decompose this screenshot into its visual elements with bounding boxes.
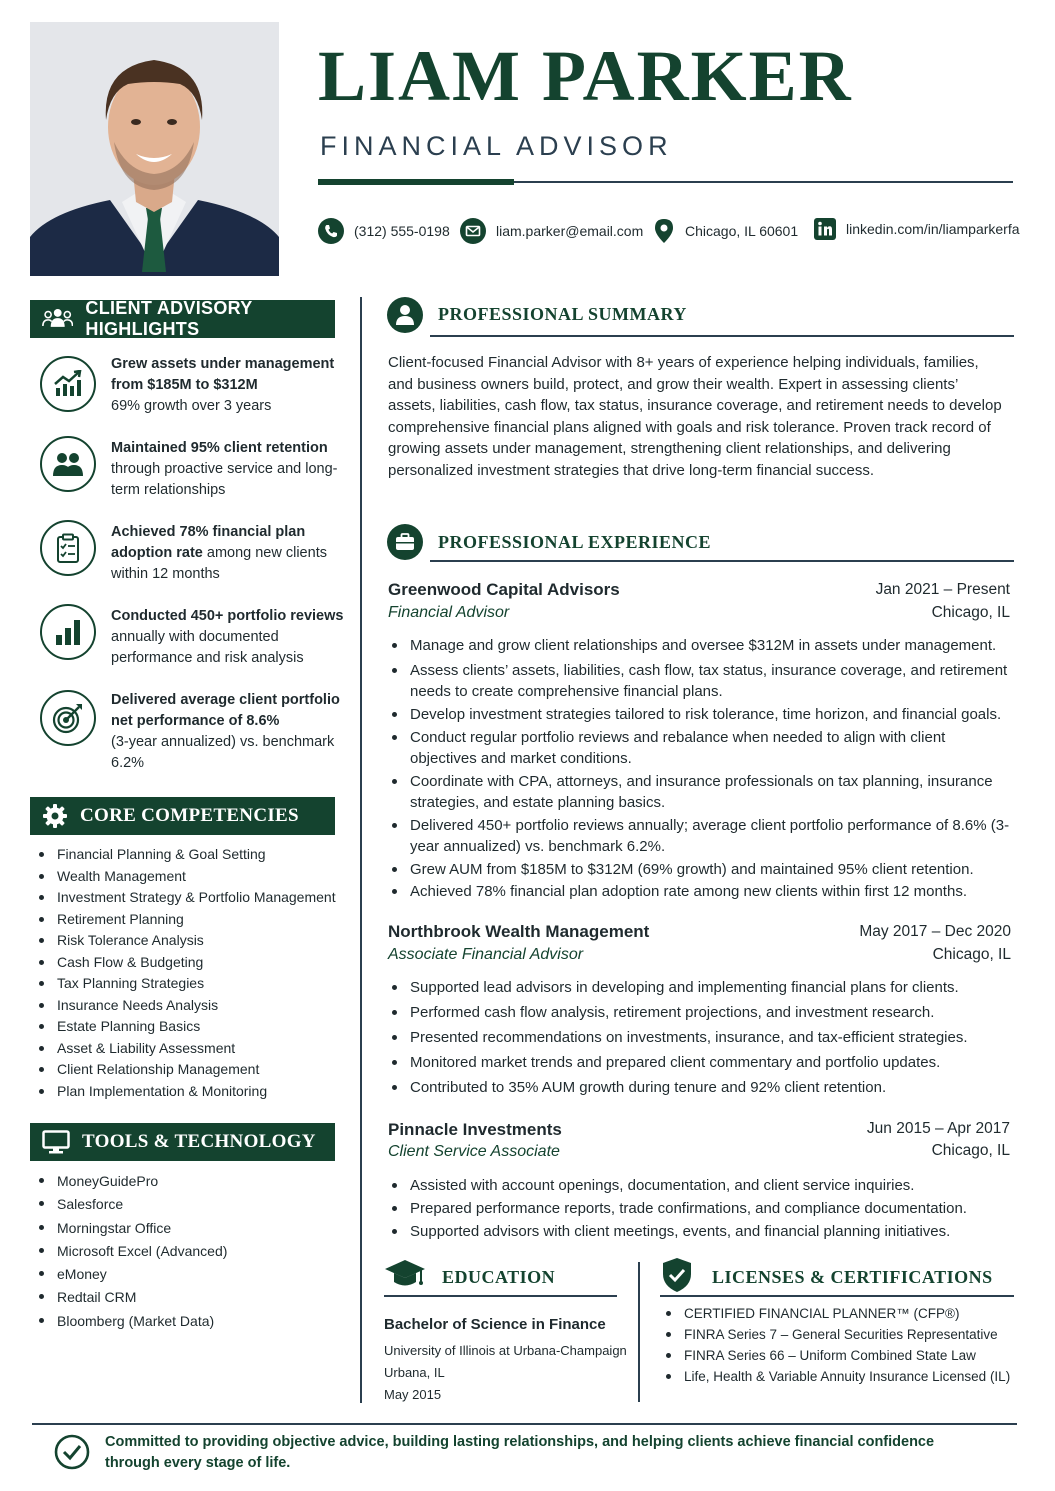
licenses-list	[663, 1303, 1013, 1387]
list-item: Contributed to 35% AUM growth during tenure and 92% client retention.	[388, 1077, 1013, 1098]
job-bullets	[388, 1175, 1013, 1242]
list-item: MoneyGuidePro	[30, 1170, 350, 1193]
list-item: Redtail CRM	[30, 1286, 350, 1309]
list-item: Asset & Liability Assessment	[30, 1038, 350, 1060]
highlight-item: Maintained 95% client retention through proactive service and long-term relationships	[111, 440, 338, 498]
list-item: eMoney	[30, 1263, 350, 1286]
list-item: Coordinate with CPA, attorneys, and insurance professionals on tax planning, insurance strategies, and estate planning basics.	[388, 771, 1013, 813]
list-item: Monitored market trends and prepared client commentary and portfolio updates.	[388, 1052, 1013, 1073]
list-item: Microsoft Excel (Advanced)	[30, 1240, 350, 1263]
profile-portrait-image	[30, 22, 279, 276]
list-item: Supported advisors with client meetings, events, and financial planning initiatives.	[388, 1221, 1013, 1242]
list-item: Supported lead advisors in developing and implementing financial plans for clients.	[388, 977, 1013, 998]
contact-linkedin[interactable]	[814, 218, 1020, 240]
job-dates: Jan 2021 – Present	[875, 581, 1010, 598]
list-item: Assisted with account openings, documentation, and client service inquiries.	[388, 1175, 1013, 1196]
education-school: University of Illinois at Urbana-Champaign	[384, 1343, 627, 1358]
list-item: FINRA Series 7 – General Securities Representative	[663, 1324, 1013, 1345]
list-item: Conduct regular portfolio reviews and rebalance when needed to align with client objectives and market conditions.	[388, 727, 1013, 769]
person-icon	[387, 297, 423, 333]
phone-icon	[318, 218, 344, 244]
highlights-heading-text: CLIENT ADVISORY HIGHLIGHTS	[85, 298, 253, 339]
email-text: liam.parker@email.com	[496, 223, 644, 239]
section-divider	[430, 335, 1014, 337]
job-role: Associate Financial Advisor	[388, 946, 584, 963]
list-item: Bloomberg (Market Data)	[30, 1310, 350, 1333]
list-item: Client Relationship Management	[30, 1059, 350, 1081]
list-item: CERTIFIED FINANCIAL PLANNER™ (CFP®)	[663, 1303, 1013, 1324]
candidate-name: LIAM PARKER	[318, 36, 853, 116]
job-company: Pinnacle Investments	[388, 1120, 562, 1139]
growth-chart-icon	[40, 356, 96, 412]
list-item: Assess clients’ assets, liabilities, cash flow, tax status, insurance coverage, and retirement needs to create comprehensive financial plans.	[388, 660, 1013, 702]
phone-text: (312) 555-0198	[354, 223, 450, 239]
highlight-item: Conducted 450+ portfolio reviews annually with documented performance and risk analysis	[111, 608, 344, 666]
list-item: Risk Tolerance Analysis	[30, 930, 350, 952]
job-bullets	[388, 635, 1013, 902]
education-licenses-divider	[638, 1262, 640, 1402]
highlight-item: Achieved 78% financial plan adoption rate among new clients within 12 months	[111, 524, 327, 582]
list-item: Insurance Needs Analysis	[30, 995, 350, 1017]
list-item: FINRA Series 66 – Uniform Combined State Law	[663, 1345, 1013, 1366]
list-item: Wealth Management	[30, 866, 350, 888]
email-icon	[460, 218, 486, 244]
competencies-list	[30, 844, 350, 1102]
shield-check-icon	[661, 1257, 693, 1293]
list-item: Life, Health & Variable Annuity Insurance Licensed (IL)	[663, 1366, 1013, 1387]
linkedin-icon	[814, 218, 836, 240]
clipboard-icon	[40, 520, 96, 576]
section-divider	[430, 560, 1014, 562]
section-divider	[660, 1295, 1014, 1297]
highlights-heading	[30, 300, 335, 338]
list-item: Estate Planning Basics	[30, 1016, 350, 1038]
location-icon	[653, 218, 675, 244]
section-divider	[384, 1295, 617, 1297]
list-item: Investment Strategy & Portfolio Management	[30, 887, 350, 909]
list-item: Cash Flow & Budgeting	[30, 952, 350, 974]
highlight-item: Delivered average client portfolio net performance of 8.6% (3-year annualized) vs. benchmark 6.2%	[111, 692, 340, 771]
list-item: Plan Implementation & Monitoring	[30, 1081, 350, 1103]
bar-chart-icon	[40, 604, 96, 660]
job-company: Northbrook Wealth Management	[388, 922, 650, 941]
list-item: Develop investment strategies tailored to risk tolerance, time horizon, and financial goals.	[388, 704, 1013, 725]
summary-heading: PROFESSIONAL SUMMARY	[438, 304, 687, 324]
list-item: Performed cash flow analysis, retirement projections, and investment research.	[388, 1002, 1013, 1023]
briefcase-icon	[387, 524, 423, 560]
job-company: Greenwood Capital Advisors	[388, 580, 620, 599]
job-location: Chicago, IL	[932, 946, 1011, 963]
footer-divider	[32, 1423, 1017, 1425]
education-location: Urbana, IL	[384, 1365, 445, 1380]
list-item: Retirement Planning	[30, 909, 350, 931]
list-item: Grew AUM from $185M to $312M (69% growth) and maintained 95% client retention.	[388, 859, 1013, 880]
contact-email[interactable]	[460, 218, 643, 244]
target-icon	[40, 690, 96, 746]
competencies-heading-text: CORE COMPETENCIES	[80, 805, 299, 826]
gear-icon	[42, 803, 68, 829]
list-item: Manage and grow client relationships and oversee $312M in assets under management.	[388, 635, 1013, 656]
tools-list	[30, 1170, 350, 1333]
summary-text: Client-focused Financial Advisor with 8+ years of experience helping individuals, families, and business owners build, protect, and grow their wealth. Expert in assessing clients’ assets, liabilities, cash flow, tax status, insurance coverage, and retirement needs to develop comprehensive financial plans aligned with goals and risk tolerance. Proven track record of growing assets under management, strengthening client relationships, and delivering personalized investment strategies that drive long-term financial success.	[388, 354, 1002, 479]
list-item: Tax Planning Strategies	[30, 973, 350, 995]
tools-heading	[30, 1123, 335, 1161]
header-divider-accent	[318, 179, 514, 185]
job-role: Financial Advisor	[388, 604, 510, 621]
column-divider	[360, 297, 362, 1403]
list-item: Financial Planning & Goal Setting	[30, 844, 350, 866]
contact-location	[653, 218, 798, 244]
job-dates: Jun 2015 – Apr 2017	[866, 1120, 1010, 1137]
profile-photo	[30, 22, 279, 276]
education-date: May 2015	[384, 1387, 442, 1402]
location-text: Chicago, IL 60601	[685, 223, 799, 239]
education-degree: Bachelor of Science in Finance	[384, 1316, 606, 1333]
team-icon	[42, 306, 73, 332]
monitor-icon	[42, 1130, 70, 1154]
contact-phone[interactable]	[318, 218, 450, 244]
check-circle-icon	[54, 1434, 90, 1470]
list-item: Salesforce	[30, 1193, 350, 1216]
tools-heading-text: TOOLS & TECHNOLOGY	[82, 1131, 316, 1152]
candidate-title: FINANCIAL ADVISOR	[320, 131, 673, 161]
licenses-heading: LICENSES & CERTIFICATIONS	[712, 1267, 993, 1287]
list-item: Prepared performance reports, trade confirmations, and compliance documentation.	[388, 1198, 1013, 1219]
job-dates: May 2017 – Dec 2020	[859, 923, 1011, 940]
education-heading: EDUCATION	[442, 1267, 556, 1287]
competencies-heading	[30, 797, 335, 835]
list-item: Delivered 450+ portfolio reviews annually; average client portfolio performance of 8.6% (3-year annualized) vs. benchmark 6.2%.	[388, 815, 1013, 857]
list-item: Presented recommendations on investments, insurance, and tax-efficient strategies.	[388, 1027, 1013, 1048]
job-bullets	[388, 977, 1013, 1098]
highlight-item: Grew assets under management from $185M to $312M 69% growth over 3 years	[111, 356, 335, 414]
list-item: Achieved 78% financial plan adoption rate among new clients within first 12 months.	[388, 881, 1013, 902]
linkedin-text: linkedin.com/in/liamparkerfa	[846, 221, 1020, 237]
list-item: Morningstar Office	[30, 1217, 350, 1240]
job-location: Chicago, IL	[931, 604, 1010, 621]
graduation-cap-icon	[384, 1258, 426, 1290]
job-role: Client Service Associate	[388, 1143, 560, 1160]
job-location: Chicago, IL	[931, 1142, 1010, 1159]
footer-statement: Committed to providing objective advice, building lasting relationships, and helping clients achieve financial confidence through every stage of life.	[105, 1434, 935, 1471]
experience-heading: PROFESSIONAL EXPERIENCE	[438, 532, 712, 552]
clients-icon	[40, 436, 96, 492]
